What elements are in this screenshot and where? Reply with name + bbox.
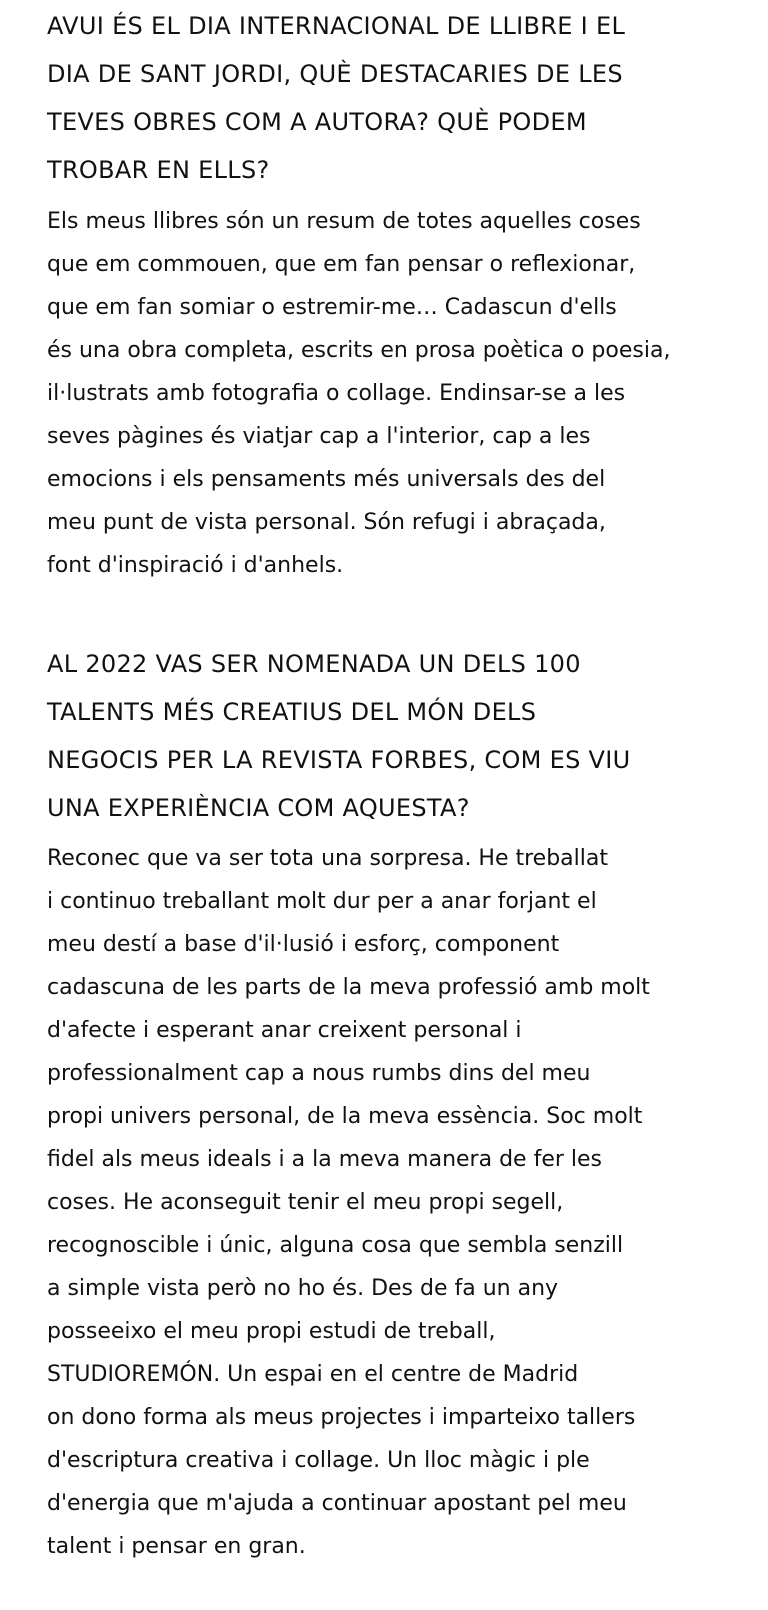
answer-line: recognoscible i únic, alguna cosa que sembla senzill [47,1233,624,1258]
answer-line: emocions i els pensaments més universals des del [47,467,606,492]
answer-line: posseeixo el meu propi estudi de treball, [47,1319,496,1344]
answer-line: il·lustrats amb fotografia o collage. Endinsar-se a les [47,381,626,406]
question-line: AVUI ÉS EL DIA INTERNACIONAL DE LLIBRE I EL [47,12,626,40]
answer-paragraph-2 [47,837,650,1568]
answer-line: d'energia que m'ajuda a continuar apostant pel meu [47,1491,627,1516]
answer-paragraph-1 [47,200,670,587]
answer-line: seves pàgines és viatjar cap a l'interior, cap a les [47,424,591,449]
answer-line: que em commouen, que em fan pensar o reflexionar, [47,252,636,277]
question-line: TROBAR EN ELLS? [47,156,270,184]
answer-line: i continuo treballant molt dur per a anar forjant el [47,889,597,914]
answer-line: Els meus llibres són un resum de totes aquelles coses [47,209,641,234]
answer-line: propi univers personal, de la meva essència. Soc molt [47,1104,643,1129]
question-heading-2 [47,640,631,832]
answer-line: font d'inspiració i d'anhels. [47,553,344,578]
answer-line: STUDIOREMÓN. Un espai en el centre de Madrid [47,1362,579,1387]
answer-line: que em fan somiar o estremir-me… Cadascun d'ells [47,295,617,320]
answer-line: talent i pensar en gran. [47,1534,306,1559]
answer-line: d'afecte i esperant anar creixent personal i [47,1018,522,1043]
question-line: DIA DE SANT JORDI, QUÈ DESTACARIES DE LES [47,60,623,88]
answer-line: cadascuna de les parts de la meva professió amb molt [47,975,650,1000]
answer-line: meu punt de vista personal. Són refugi i abraçada, [47,510,606,535]
question-line: AL 2022 VAS SER NOMENADA UN DELS 100 [47,650,581,678]
question-line: TEVES OBRES COM A AUTORA? QUÈ PODEM [47,108,587,136]
answer-line: a simple vista però no ho és. Des de fa un any [47,1276,559,1301]
question-line: NEGOCIS PER LA REVISTA FORBES, COM ES VIU [47,746,631,774]
answer-line: Reconec que va ser tota una sorpresa. He treballat [47,846,608,871]
answer-line: fidel als meus ideals i a la meva manera de fer les [47,1147,602,1172]
answer-line: professionalment cap a nous rumbs dins del meu [47,1061,591,1086]
answer-line: coses. He aconseguit tenir el meu propi segell, [47,1190,564,1215]
answer-line: on dono forma als meus projectes i imparteixo tallers [47,1405,636,1430]
answer-line: és una obra completa, escrits en prosa poètica o poesia, [47,338,671,363]
answer-line: d'escriptura creativa i collage. Un lloc màgic i ple [47,1448,590,1473]
question-line: UNA EXPERIÈNCIA COM AQUESTA? [47,794,470,822]
question-line: TALENTS MÉS CREATIUS DEL MÓN DELS [47,698,537,726]
question-heading-1 [47,2,625,194]
answer-line: meu destí a base d'il·lusió i esforç, component [47,932,560,957]
